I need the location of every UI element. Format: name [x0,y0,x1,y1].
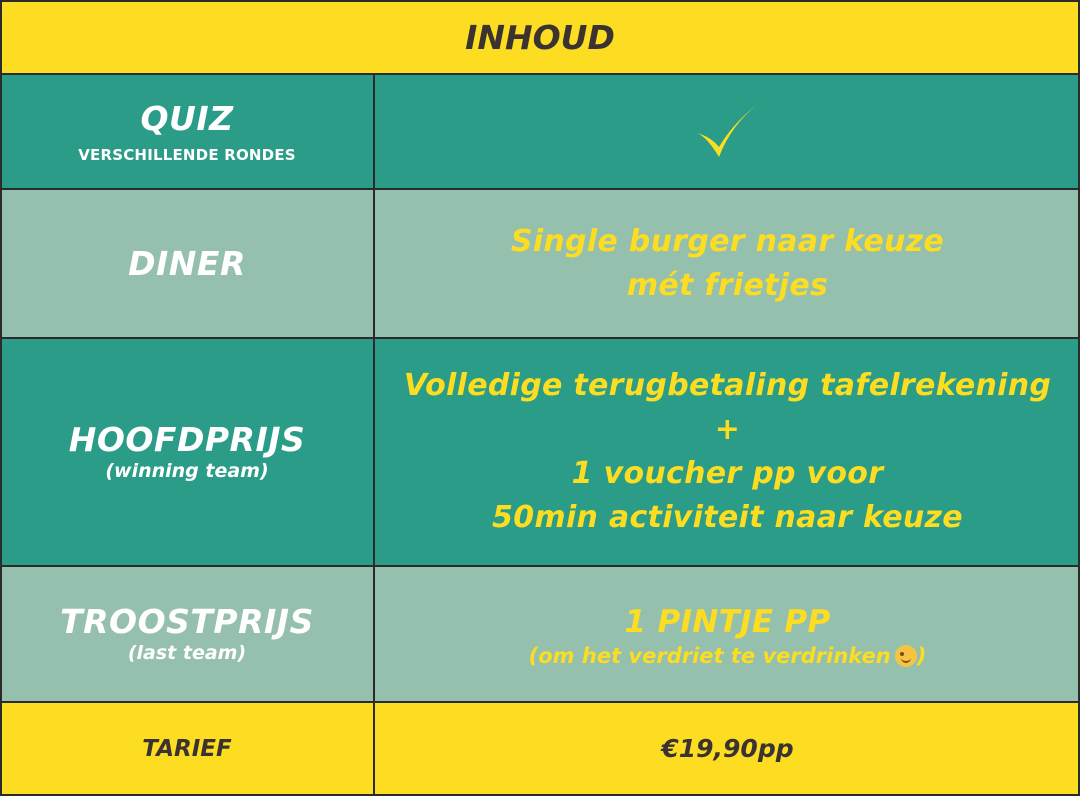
hoofdprijs-value-line: Volledige terugbetaling tafelrekening [403,368,1052,403]
quiz-sublabel: VERSCHILLENDE RONDES [78,146,296,165]
hoofdprijs-label: HOOFDPRIJS [68,420,306,460]
diner-label-cell [0,189,374,338]
tarief-value-cell [375,702,1080,795]
troostprijs-sublabel: (last team) [127,641,247,664]
diner-label: DINER [128,243,246,283]
troostprijs-label-cell [0,566,374,702]
quiz-value-cell [375,74,1080,189]
header-title: INHOUD [465,17,615,57]
quiz-label: QUIZ [140,98,234,138]
divider [373,73,375,796]
diner-value-cell [375,189,1080,338]
divider [0,188,1080,190]
troostprijs-subvalue [529,644,927,668]
hoofdprijs-label-cell [0,338,374,566]
hoofdprijs-value-line: 50min activiteit naar keuze [492,500,963,535]
divider [0,565,1080,567]
troostprijs-value: 1 PINTJE PP [624,604,831,640]
divider [0,794,1080,796]
hoofdprijs-value-line: + [714,412,741,447]
header-row [0,0,1080,74]
troostprijs-label: TROOSTPRIJS [60,602,314,642]
divider [0,0,2,796]
troostprijs-subvalue-end: ) [916,644,927,668]
divider [0,73,1080,75]
divider [0,701,1080,703]
troostprijs-value-cell [375,566,1080,702]
tarief-label-cell [0,702,374,795]
diner-value-line: Single burger naar keuze [510,223,945,259]
diner-value-line: mét frietjes [626,267,829,303]
hoofdprijs-value-line: 1 voucher pp voor [571,456,884,491]
winking-face-icon [895,645,917,667]
divider [0,0,1080,2]
tarief-value: €19,90pp [661,734,794,763]
checkmark-icon [693,97,763,167]
quiz-label-cell [0,74,374,189]
troostprijs-subvalue-text: (om het verdriet te verdrinken [528,644,891,668]
hoofdprijs-value-cell [375,338,1080,566]
hoofdprijs-sublabel: (winning team) [105,459,269,482]
tarief-label: TARIEF [142,735,232,762]
divider [0,337,1080,339]
